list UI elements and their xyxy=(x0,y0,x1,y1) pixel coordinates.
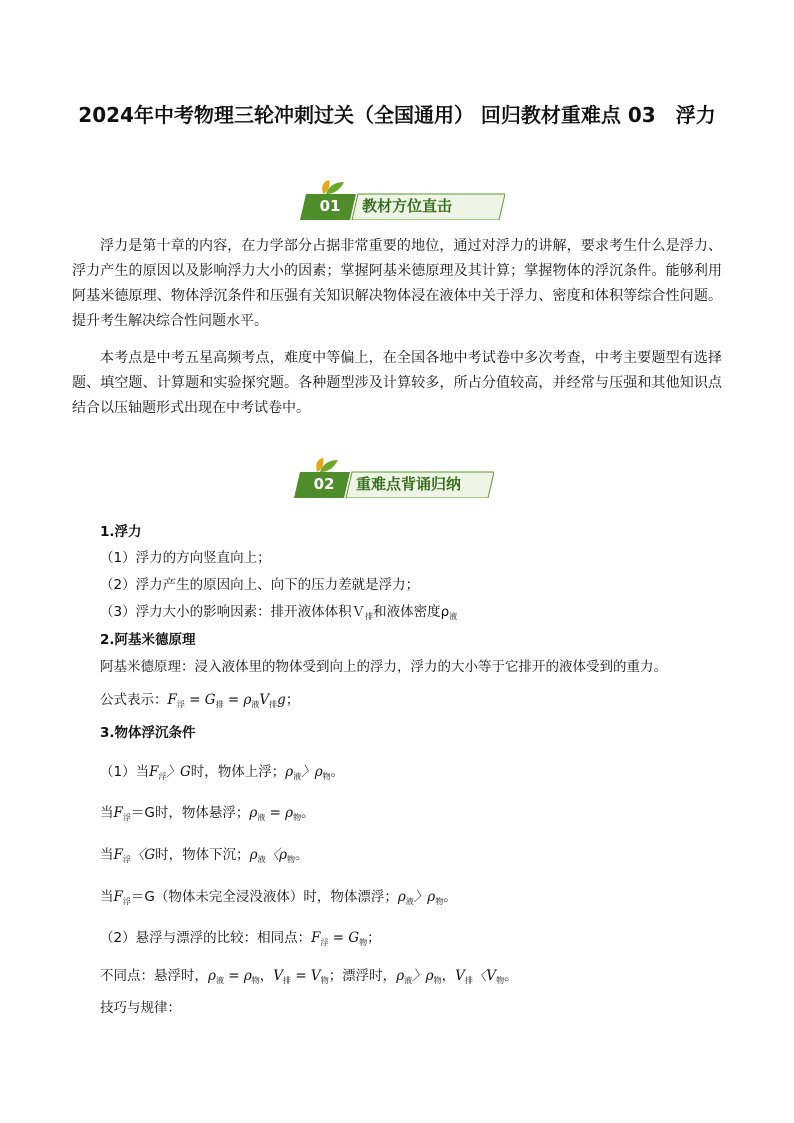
section-number: 02 xyxy=(313,475,335,493)
k1-item-2: （2）浮力产生的原因向上、向下的压力差就是浮力； xyxy=(100,577,420,593)
k1-item-3: （3）浮力大小的影响因素：排开液体体积Ｖ$_排$和液体密度$\rho_液$ xyxy=(100,604,458,621)
section-number: 01 xyxy=(319,197,341,215)
k2-definition: 阿基米德原理：浸入液体里的物体受到向上的浮力，浮力的大小等于它排开的液体受到的重力。 xyxy=(100,659,667,675)
k2-heading: 2.阿基米德原理 xyxy=(100,632,196,648)
section-banner-01 xyxy=(300,180,505,220)
k2-formula: 公式表示：$F_浮 = G_排 = \rho_液V_排g$； xyxy=(100,692,300,709)
k3-comparison: （2）悬浮与漂浮的比较：相同点：$F_浮 = G_物$； xyxy=(100,930,381,947)
k1-heading: 1.浮力 xyxy=(100,524,142,540)
section-label: 重难点背诵归纳 xyxy=(356,475,462,493)
intro-paragraph-1: 浮力是第十章的内容，在力学部分占据非常重要的地位，通过对浮力的讲解，要求考生什么是浮力、浮力产生的原因以及影响浮力大小的因素；掌握阿基米德原理及其计算；掌握物体的浮沉条件。能够利用阿基米德原理、物体浮沉条件和压强有关知识解决物体浸在液体中关于浮力、密度和体积等综合性问题。提升考生解决综合性问题水平。 xyxy=(72,238,722,329)
k3-tips-heading: 技巧与规律： xyxy=(100,1000,181,1016)
intro-paragraph-2: 本考点是中考五星高频考点，难度中等偏上，在全国各地中考试卷中多次考查，中考主要题型有选择题、填空题、计算题和实验探究题。各种题型涉及计算较多，所占分值较高，并经常与压强和其他知识点结合以压轴题形式出现在中考试卷中。 xyxy=(72,350,722,416)
section-banner-02 xyxy=(294,458,494,498)
k3-condition-4: 当$F_浮=G$（物体未完全浸没液体）时，物体漂浮；$\rho_液$〉$\rho_物$。 xyxy=(100,889,457,906)
k3-condition-2: 当$F_浮=G$时，物体悬浮；$\rho_液 = \rho_物$。 xyxy=(100,805,315,822)
k3-heading: 3.物体浮沉条件 xyxy=(100,725,196,741)
k1-item-1: （1）浮力的方向竖直向上； xyxy=(100,550,271,566)
k3-condition-1: （1）当$F_浮$〉G时，物体上浮；$\rho_液$〉$\rho_物$。 xyxy=(100,764,345,781)
k3-difference: 不同点：悬浮时，$\rho_液 = \rho_物$，$V_排 = V_物$；漂浮时，$\rho_液$〉$\rho_物$，$V_排$〈$V_物$。 xyxy=(100,968,518,985)
section-label: 教材方位直击 xyxy=(362,197,453,215)
k3-condition-3: 当$F_浮$〈G时，物体下沉；$\rho_液$〈$\rho_物$。 xyxy=(100,847,309,864)
page-title: 2024年中考物理三轮冲刺过关（全国通用） 回归教材重难点 03 浮力 xyxy=(78,103,716,127)
